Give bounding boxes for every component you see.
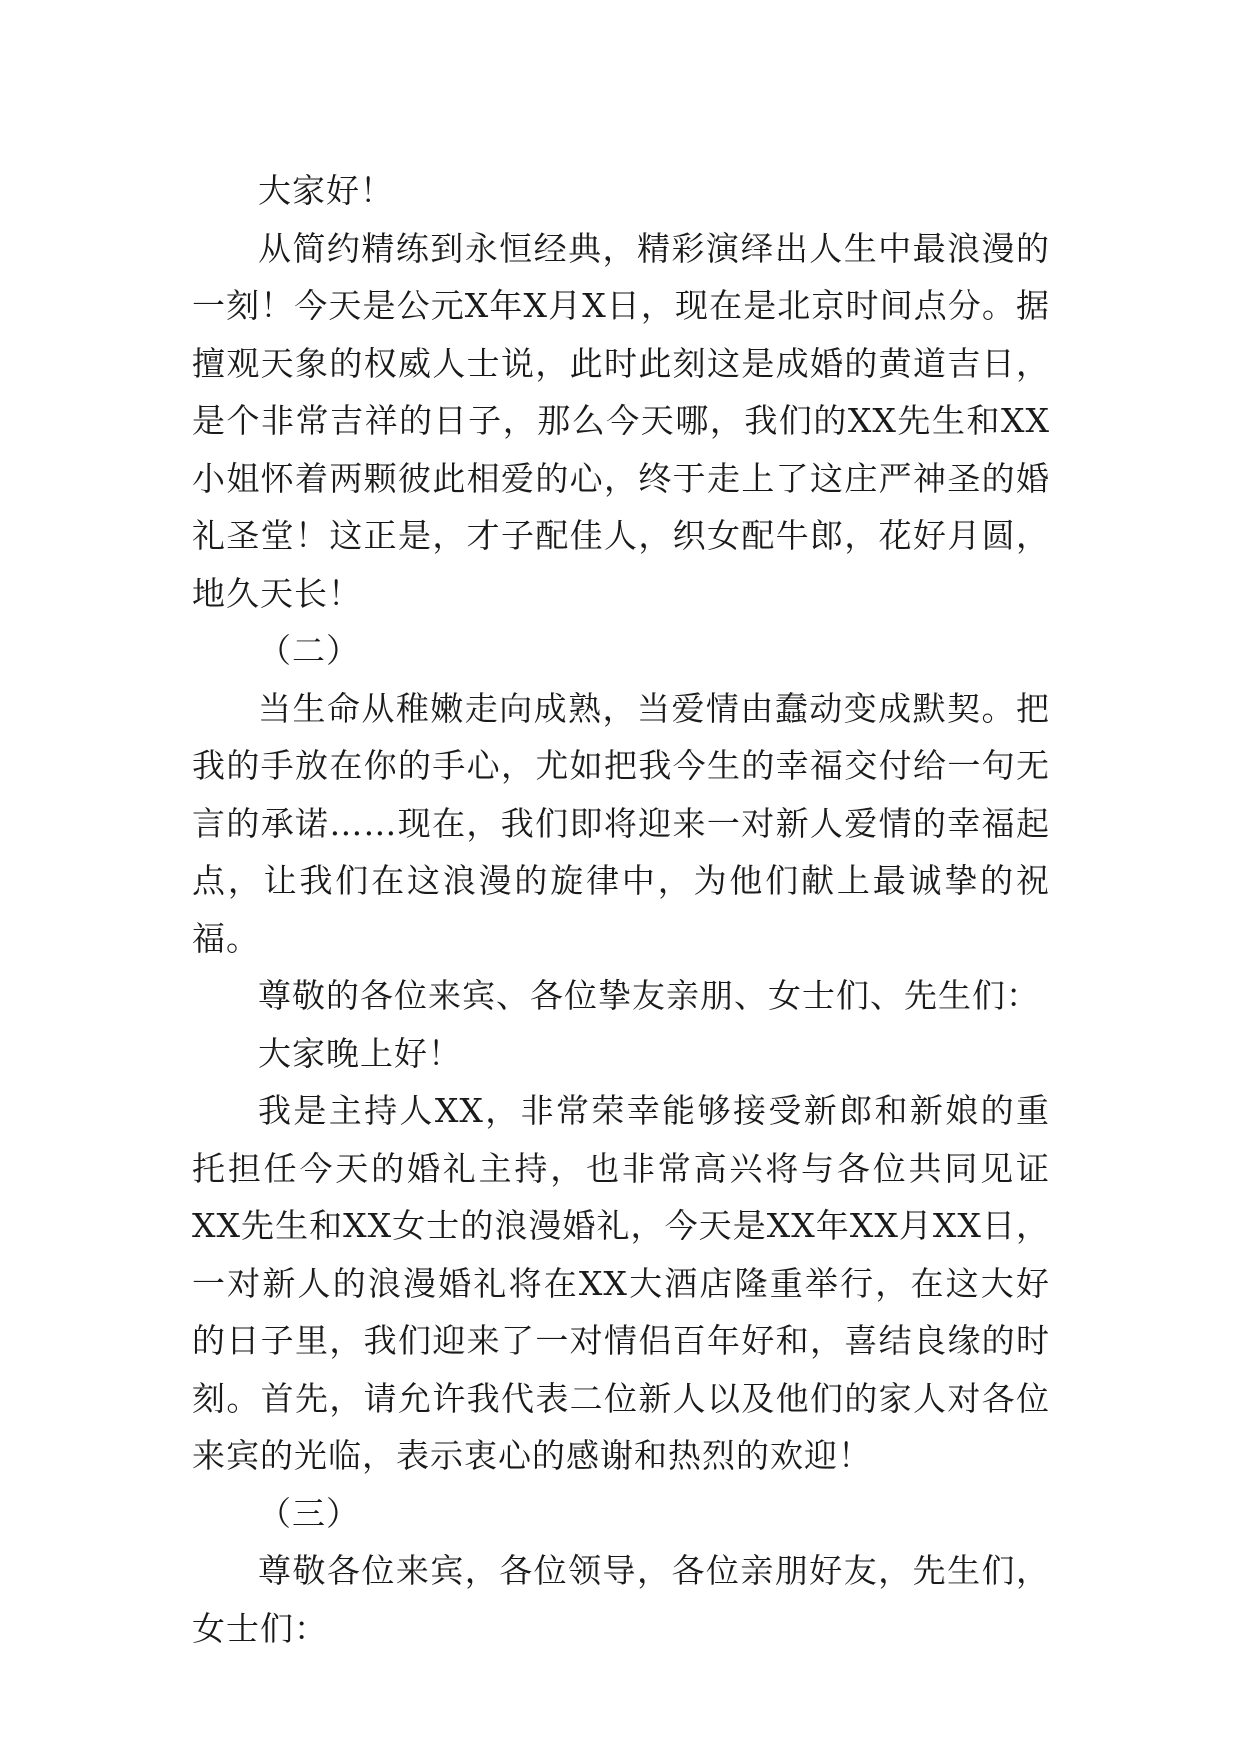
paragraph-opening: 从简约精练到永恒经典，精彩演绎出人生中最浪漫的一刻！今天是公元X年X月X日，现在是北京时间点分。据擅观天象的权威人士说，此时此刻这是成婚的黄道吉日，是个非常吉祥的日子，那么今天哪，我们的XX先生和XX小姐怀着两颗彼此相爱的心，终于走上了这庄严神圣的婚礼圣堂！这正是，才子配佳人，织女配牛郎，花好月圆，地久天长！ bbox=[192, 228, 1050, 613]
paragraph-salutation-two: 尊敬各位来宾，各位领导，各位亲朋好友，先生们，女士们： bbox=[192, 1551, 1050, 1648]
section-heading-two: （二） bbox=[258, 631, 360, 670]
paragraph-greeting: 大家好！ bbox=[258, 171, 394, 210]
paragraph-good-evening: 大家晚上好！ bbox=[258, 1033, 462, 1073]
section-heading-three: （三） bbox=[258, 1493, 360, 1533]
document-body bbox=[192, 162, 1050, 1657]
paragraph-love-maturity: 当生命从稚嫩走向成熟，当爱情由蠢动变成默契。把我的手放在你的手心，尤如把我今生的幸福交付给一句无言的承诺……现在，我们即将迎来一对新人爱情的幸福起点，让我们在这浪漫的旋律中，为他们献上最诚挚的祝福。 bbox=[192, 688, 1050, 958]
paragraph-salutation: 尊敬的各位来宾、各位挚友亲朋、女士们、先生们： bbox=[258, 976, 1040, 1015]
paragraph-host-intro: 我是主持人XX，非常荣幸能够接受新郎和新娘的重托担任今天的婚礼主持，也非常高兴将与各位共同见证XX先生和XX女士的浪漫婚礼，今天是XX年XX月XX日，一对新人的浪漫婚礼将在XX大酒店隆重举行，在这大好的日子里，我们迎来了一对情侣百年好和，喜结良缘的时刻。首先，请允许我代表二位新人以及他们的家人对各位来宾的光临，表示衷心的感谢和热烈的欢迎！ bbox=[192, 1091, 1050, 1475]
